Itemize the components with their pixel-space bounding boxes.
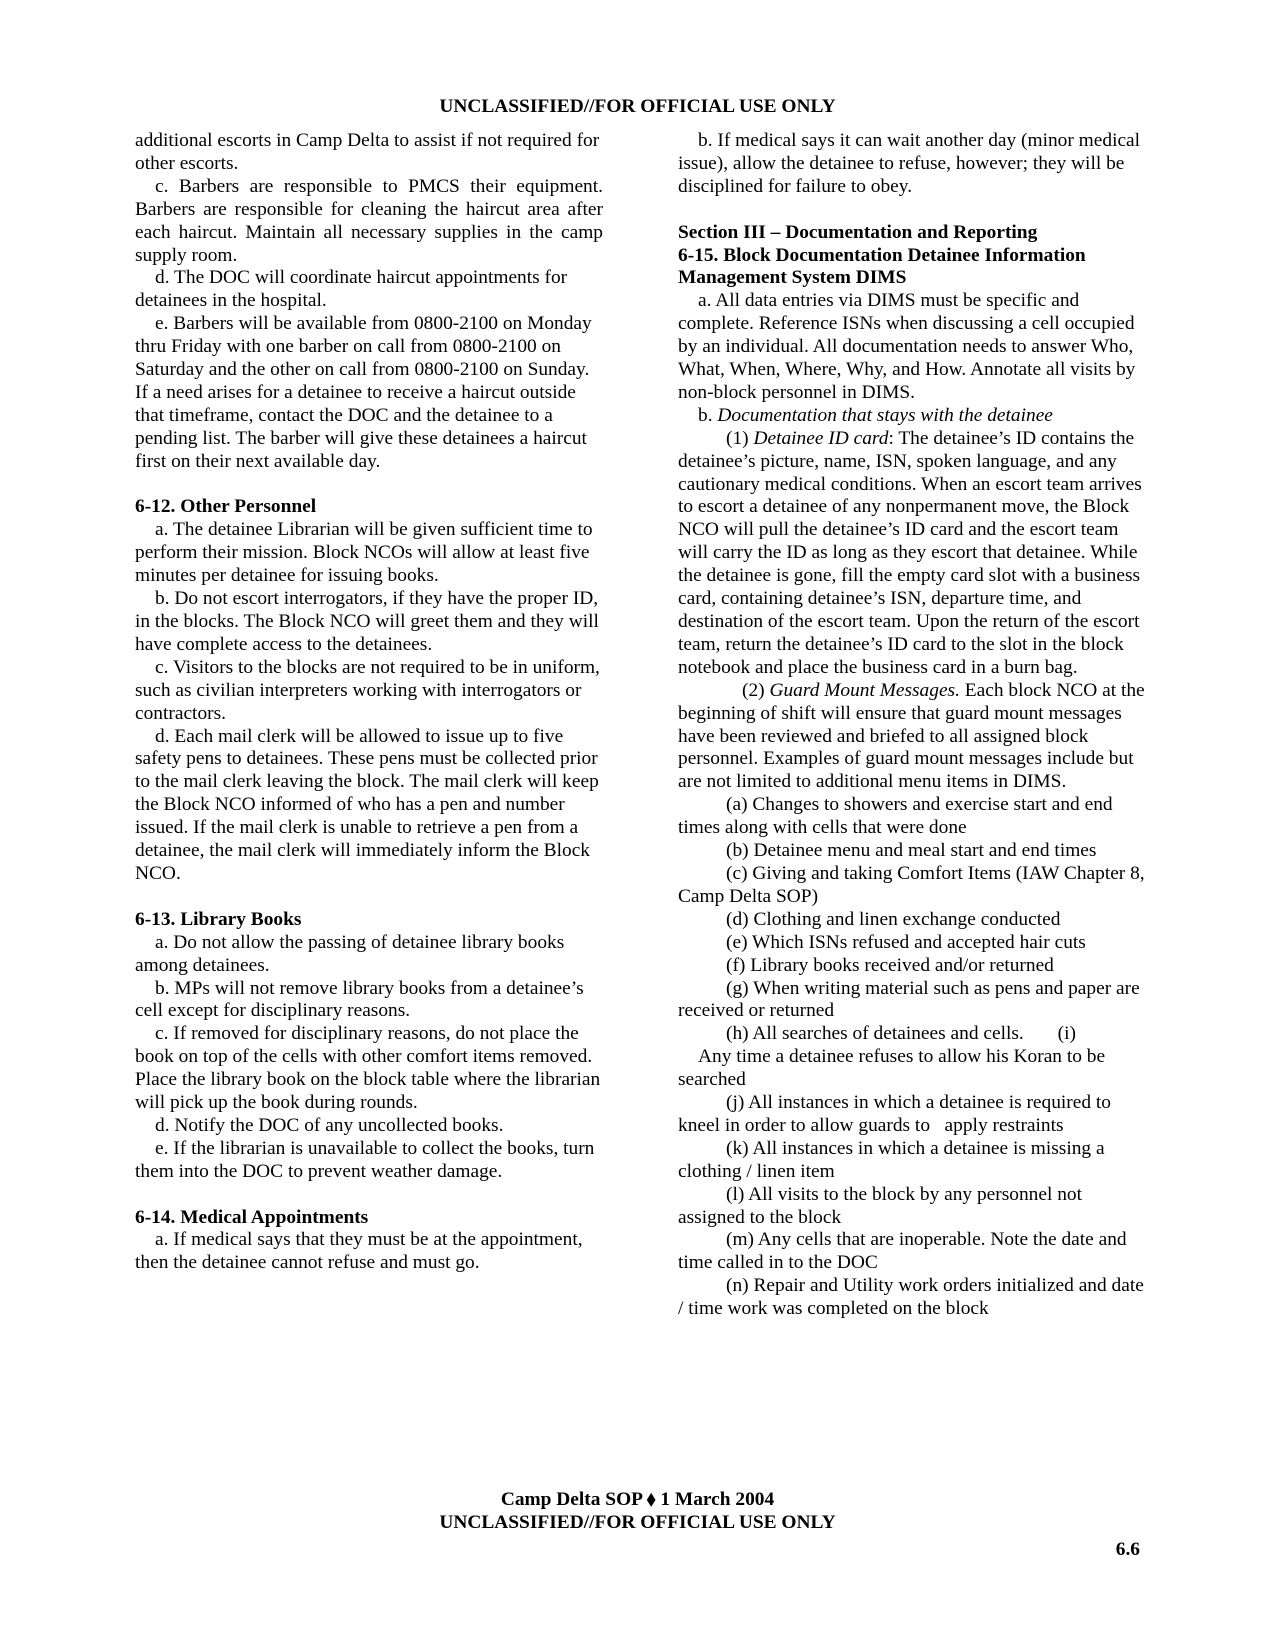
list-item: (j) All instances in which a detainee is required to kneel in order to allow guards to apply restraints — [678, 1092, 1116, 1136]
header-classification: UNCLASSIFIED//FOR OFFICIAL USE ONLY — [439, 96, 836, 117]
list-item: (a) Changes to showers and exercise start and end times along with cells that were done — [678, 794, 1113, 839]
section-heading-documentation: Section III – Documentation and Reporting — [678, 221, 1038, 243]
list-item: (b) Detainee menu and meal start and end times — [726, 840, 1097, 862]
list-item: Any time a detainee refuses to allow his Koran to be searched — [678, 1046, 1106, 1091]
italic-phrase: Documentation that stays with the detainee — [717, 404, 1053, 426]
section-heading-dims: 6-15. Block Documentation Detainee Information Management System DIMS — [678, 244, 1086, 289]
paragraph-612-b: b. Do not escort interrogators, if they have the proper ID, in the blocks. The Block NCO will greet them and they will have complete access to the detainees. — [135, 588, 599, 655]
paragraph-barbers-c: c. Barbers are responsible to PMCS their equipment. Barbers are responsible for cleaning the haircut area after each haircut. Maintain all necessary supplies in the camp supply room. — [135, 175, 603, 266]
footer — [0, 1488, 1275, 1534]
left-column — [135, 130, 603, 1275]
paragraph-continuation: additional escorts in Camp Delta to assist if not required for other escorts. — [135, 130, 600, 174]
paragraph-615-b: b. Documentation that stays with the detainee — [698, 404, 1053, 426]
list-item: (g) When writing material such as pens and paper are received or returned — [678, 977, 1140, 1022]
list-item: (f) Library books received and/or returned — [726, 954, 1054, 976]
page-number: 6.6 — [1115, 1539, 1140, 1560]
footer-document-title: Camp Delta SOP ⬧ 1 March 2004 — [500, 1489, 775, 1510]
list-item: (c) Giving and taking Comfort Items (IAW Chapter 8, Camp Delta SOP) — [678, 862, 1145, 907]
paragraph-613-b: b. MPs will not remove library books from a detainee’s cell except for disciplinary reasons. — [135, 977, 584, 1022]
italic-phrase: Detainee ID card — [753, 427, 889, 449]
list-item: (m) Any cells that are inoperable. Note the date and time called in to the DOC — [678, 1229, 1127, 1274]
list-item: (e) Which ISNs refused and accepted hair cuts — [726, 931, 1086, 953]
section-heading-other-personnel: 6-12. Other Personnel — [135, 496, 317, 518]
footer-classification: UNCLASSIFIED//FOR OFFICIAL USE ONLY — [439, 1512, 836, 1533]
paragraph-615-b2: (2) Guard Mount Messages. Each block NCO at the beginning of shift will ensure that guard mount messages have been reviewed and briefed to all assigned block personnel. Examples of guard mount messages include but are not limited to additional menu items in DIMS. — [678, 679, 1145, 793]
paragraph-barbers-e: e. Barbers will be available from 0800-2100 on Monday thru Friday with one barber on call from 0800-2100 on Saturday and the other on call from 0800-2100 on Sunday. If a need arises for a detainee to receive a haircut outside that timeframe, contact the DOC and the detainee to a pending list. The barber will give these detainees a haircut first on their next available day. — [135, 313, 592, 472]
paragraph-612-d: d. Each mail clerk will be allowed to issue up to five safety pens to detainees. These pens must be collected prior to the mail clerk leaving the block. The mail clerk will keep the Block NCO informed of who has a pen and number issued. If the mail clerk is unable to retrieve a pen from a detainee, the mail clerk will immediately inform the Block NCO. — [135, 725, 599, 884]
section-heading-medical-appointments: 6-14. Medical Appointments — [135, 1206, 369, 1228]
paragraph-614-b: b. If medical says it can wait another day (minor medical issue), allow the detainee to refuse, however; they will be disciplined for failure to obey. — [678, 130, 1141, 197]
list-item: (l) All visits to the block by any personnel not assigned to the block — [678, 1183, 1082, 1228]
paragraph-612-a: a. The detainee Librarian will be given sufficient time to perform their mission. Block NCOs will allow at least five minutes per detainee for issuing books. — [135, 519, 593, 587]
list-item: (h) All searches of detainees and cells. (i) — [726, 1023, 1076, 1045]
paragraph-613-d: d. Notify the DOC of any uncollected books. — [155, 1114, 504, 1136]
paragraph-613-c: c. If removed for disciplinary reasons, do not place the book on top of the cells with other comfort items removed. Place the library book on the block table where the librarian will pick up the book during rounds. — [135, 1023, 601, 1114]
paragraph-614-a: a. If medical says that they must be at the appointment, then the detainee cannot refuse and must go. — [135, 1229, 583, 1274]
list-item: (k) All instances in which a detainee is missing a clothing / linen item — [678, 1137, 1105, 1182]
paragraph-barbers-d: d. The DOC will coordinate haircut appointments for detainees in the hospital. — [135, 267, 568, 312]
paragraph-613-a: a. Do not allow the passing of detainee library books among detainees. — [135, 931, 565, 976]
paragraph-615-b1: (1) Detainee ID card: The detainee’s ID contains the detainee’s picture, name, ISN, spoken language, and any cautionary medical conditions. When an escort team arrives to escort a detainee of any nonpermanent move, the Block NCO will pull the detainee’s ID card and the escort team will carry the ID as long as they escort that detainee. While the detainee is gone, fill the empty card slot with a business card, containing detainee’s ISN, departure time, and destination of the escort team. Upon the return of the escort team, return the detainee’s ID card to the slot in the block notebook and place the business card in a burn bag. — [678, 427, 1142, 678]
paragraph-612-c: c. Visitors to the blocks are not required to be in uniform, such as civilian interpreters working with interrogators or contractors. — [135, 656, 600, 724]
italic-phrase: Guard Mount Messages. — [769, 679, 960, 701]
right-column — [678, 130, 1146, 1321]
paragraph-615-a: a. All data entries via DIMS must be specific and complete. Reference ISNs when discussing a cell occupied by an individual. All documentation needs to answer Who, What, When, Where, Why, and How. Annotate all visits by non-block personnel in DIMS. — [678, 290, 1136, 403]
list-item: (d) Clothing and linen exchange conducted — [726, 908, 1061, 930]
paragraph-613-e: e. If the librarian is unavailable to collect the books, turn them into the DOC to prevent weather damage. — [135, 1137, 595, 1182]
list-item: (n) Repair and Utility work orders initialized and date / time work was completed on the block — [678, 1275, 1144, 1320]
section-heading-library-books: 6-13. Library Books — [135, 908, 302, 930]
